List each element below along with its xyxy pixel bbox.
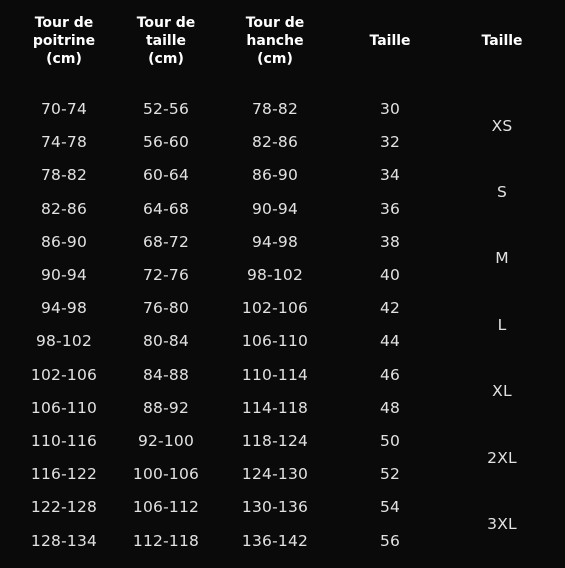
cell-chest: 102-106 — [30, 365, 98, 384]
cell-hip: 82-86 — [251, 133, 299, 152]
cell-size-number: 56 — [379, 531, 401, 550]
cell-waist: 100-106 — [132, 465, 200, 484]
cell-size-number: 30 — [379, 100, 401, 118]
cell-size-letter: XS — [491, 116, 513, 135]
cell-chest: 128-134 — [30, 531, 98, 550]
header-chest: Tour de poitrine (cm) — [32, 15, 96, 67]
cell-chest: 106-110 — [30, 398, 98, 417]
cell-chest: 122-128 — [30, 498, 98, 517]
cell-hip: 130-136 — [241, 498, 309, 517]
cell-hip: 102-106 — [241, 299, 309, 318]
cell-size-number: 42 — [379, 299, 401, 318]
cell-chest: 90-94 — [40, 266, 88, 284]
cell-hip: 106-110 — [241, 332, 309, 351]
cell-size-number: 36 — [379, 199, 401, 218]
cell-waist: 76-80 — [142, 299, 190, 318]
cell-size-letter: L — [497, 315, 507, 334]
header-waist: Tour de taille (cm) — [136, 15, 196, 67]
cell-hip: 136-142 — [241, 531, 309, 550]
cell-size-number: 46 — [379, 365, 401, 384]
cell-size-number: 38 — [379, 232, 401, 251]
cell-chest: 98-102 — [35, 332, 93, 351]
cell-chest: 74-78 — [40, 133, 88, 152]
cell-hip: 78-82 — [251, 100, 299, 118]
cell-size-number: 32 — [379, 133, 401, 152]
header-size-number: Taille — [369, 33, 411, 49]
cell-waist: 56-60 — [142, 133, 190, 152]
cell-chest: 70-74 — [40, 100, 88, 118]
cell-waist: 80-84 — [142, 332, 190, 351]
cell-waist: 52-56 — [142, 100, 190, 118]
cell-size-letter: XL — [492, 382, 512, 401]
cell-waist: 112-118 — [132, 531, 200, 550]
cell-waist: 72-76 — [142, 266, 190, 284]
cell-waist: 60-64 — [142, 166, 190, 185]
cell-size-letter: 2XL — [487, 448, 517, 467]
cell-waist: 68-72 — [142, 232, 190, 251]
cell-chest: 78-82 — [40, 166, 88, 185]
cell-size-number: 40 — [379, 266, 401, 284]
cell-size-number: 50 — [379, 432, 401, 450]
cell-chest: 94-98 — [40, 299, 88, 318]
cell-size-number: 34 — [379, 166, 401, 185]
cell-size-number: 54 — [379, 498, 401, 517]
cell-waist: 106-112 — [132, 498, 200, 517]
cell-hip: 86-90 — [251, 166, 299, 185]
cell-size-number: 52 — [379, 465, 401, 484]
cell-chest: 82-86 — [40, 199, 88, 218]
header-size-letter: Taille — [481, 33, 523, 49]
cell-chest: 86-90 — [40, 232, 88, 251]
cell-size-number: 48 — [379, 398, 401, 417]
cell-hip: 94-98 — [251, 232, 299, 251]
cell-waist: 88-92 — [142, 398, 190, 417]
cell-size-number: 44 — [379, 332, 401, 351]
cell-hip: 118-124 — [241, 432, 309, 450]
cell-waist: 64-68 — [142, 199, 190, 218]
cell-chest: 110-116 — [30, 432, 98, 450]
cell-waist: 84-88 — [142, 365, 190, 384]
cell-size-letter: 3XL — [487, 515, 517, 533]
cell-hip: 110-114 — [241, 365, 309, 384]
cell-hip: 90-94 — [251, 199, 299, 218]
header-hip: Tour de hanche (cm) — [245, 15, 305, 67]
cell-size-letter: S — [496, 183, 508, 201]
cell-hip: 124-130 — [241, 465, 309, 484]
cell-waist: 92-100 — [137, 432, 195, 450]
cell-size-letter: M — [495, 249, 509, 268]
cell-hip: 114-118 — [241, 398, 309, 417]
cell-chest: 116-122 — [30, 465, 98, 484]
cell-hip: 98-102 — [246, 266, 304, 284]
